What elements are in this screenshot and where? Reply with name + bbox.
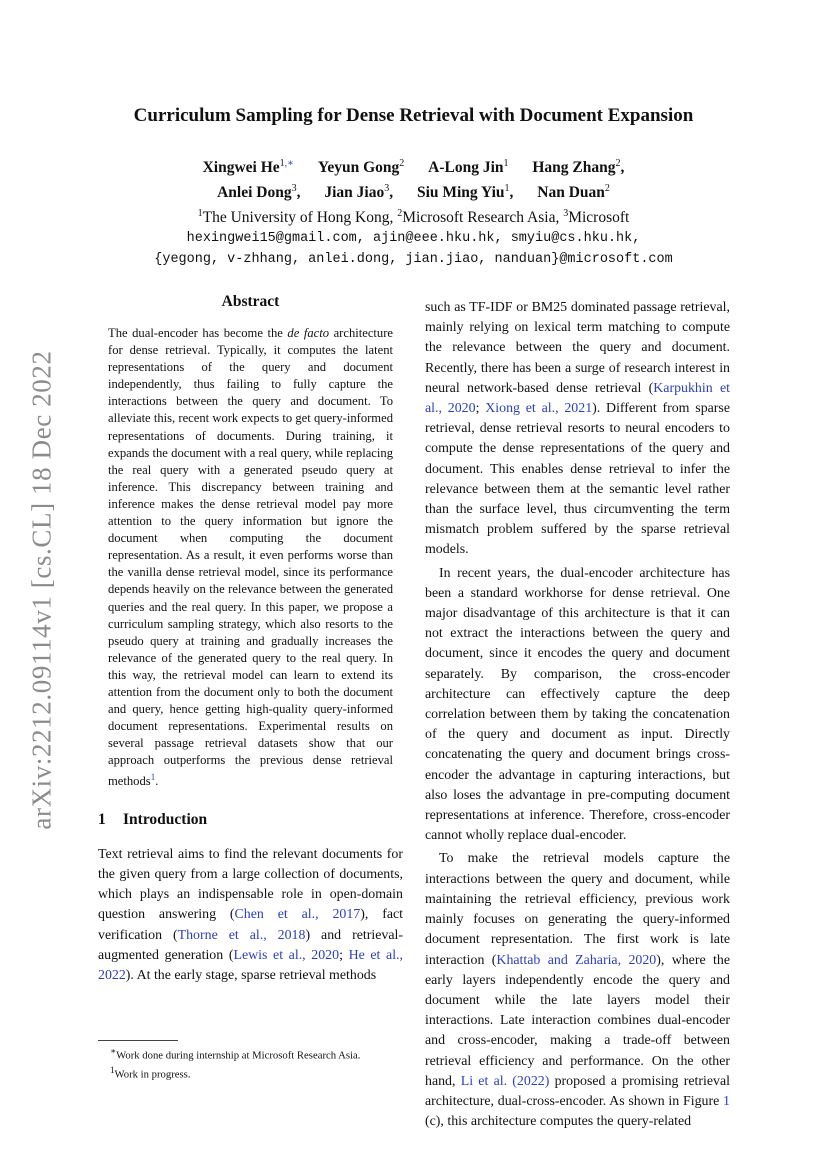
body-paragraph: such as TF-IDF or BM25 dominated passage retrieval, mainly relying on lexical term matching to compute the relevance between the query and document. Recently, there has been a surge of research interest in neural network-based dense retrieval (Karpukhin et al., 2020; Xiong et al., 2021). Different from sparse retrieval, dense retrieval resorts to neural encoders to compute the dense representations of the query and document. This enables dense retrieval to infer the relevance between them at the semantic level rather than the surface level, thus circumventing the term mismatch problem suffered by the sparse retrieval models. xyxy=(425,300,731,558)
arxiv-identifier: arXiv:2212.09114v1 [cs.CL] 18 Dec 2022 xyxy=(26,350,57,830)
left-column xyxy=(98,293,403,986)
figure-link[interactable]: 1 xyxy=(723,1093,730,1109)
section-heading-introduction: 1 Introduction xyxy=(98,810,208,828)
author-name: Yeyun Gong$^2$ xyxy=(317,158,405,177)
citation-link[interactable]: Lewis et al., 2020 xyxy=(233,947,340,963)
paper-title: Curriculum Sampling for Dense Retrieval with Document Expansion xyxy=(133,105,694,126)
footnote-mark[interactable]: ,∗ xyxy=(284,158,294,169)
author-name: Jian Jiao$^3$, xyxy=(324,183,394,202)
author-name: Anlei Dong$^3$, xyxy=(217,183,301,202)
email-line-2: {yegong, v-zhhang, anlei.dong, jian.jiao, nanduan}@microsoft.com xyxy=(154,252,673,268)
abstract-heading: Abstract xyxy=(221,293,280,310)
author-name: Siu Ming Yiu$^1$, xyxy=(416,183,514,202)
footnote-link[interactable]: 1 xyxy=(150,772,156,783)
footnote: $^1$Work in progress. xyxy=(110,1064,191,1081)
right-column xyxy=(425,298,730,1132)
email-line-1: hexingwei15@gmail.com, ajin@eee.hku.hk, smyiu@cs.hku.hk, xyxy=(186,231,641,247)
footnote: ∗Work done during internship at Microsoft Research Asia. xyxy=(110,1046,361,1062)
affiliations: $^1$The University of Hong Kong, $^2$Microsoft Research Asia, $^3$Microsoft xyxy=(197,208,630,227)
citation-link[interactable]: He et al., 2022 xyxy=(98,947,404,983)
body-paragraph: To make the retrieval models capture the interactions between the query and document, while maintaining the retrieval efficiency, previous work mainly focuses on generating the query-informed document representation. The first work is late interaction (Khattab and Zaharia, 2020), where the early layers independently encode the query and document while the late layers model their interactions. Late interaction combines dual-encoder and cross-encoder, making a trade-off between retrieval efficiency and performance. On the other hand, Li et al. (2022) proposed a promising retrieval architecture, dual-cross-encoder. As shown in Figure 1 (c), this architecture computes the query-related xyxy=(425,851,730,1130)
author-line-1 xyxy=(60,153,767,178)
footnotes xyxy=(98,1040,403,1081)
intro-paragraph: Text retrieval aims to find the relevant documents for the given query from a large collection of documents, which plays an indispensable role in open-domain question answering (Chen et al., 2017), fact verification (Thorne et al., 2018) and retrieval-augmented generation (Lewis et al., 2020; He et al., 2022). At the early stage, sparse retrieval methods xyxy=(98,846,404,983)
body-paragraph: In recent years, the dual-encoder architecture has been a standard workhorse for dense retrieval. One major disadvantage of this architecture is that it can not extract the interactions between the query and document, since it encodes the query and document separately. By comparison, the cross-encoder architecture can effectively capture the deep correlation between them by taking the concatenation of the query and document as input. Directly concatenating the query and document brings cross-encoder the advantage in capturing interactions, but also loses the advantage in pre-computing document representations at inference. Therefore, cross-encoder cannot wholly replace dual-encoder. xyxy=(425,565,730,844)
citation-link[interactable]: Chen et al., 2017 xyxy=(234,907,361,923)
citation-link[interactable]: Li et al. (2022) xyxy=(460,1073,550,1089)
author-block xyxy=(60,153,767,270)
citation-link[interactable]: Karpukhin et al., 2020 xyxy=(425,380,731,417)
author-name: Hang Zhang$^2$, xyxy=(532,158,625,177)
citation-link[interactable]: Xiong et al., 2021 xyxy=(485,401,593,417)
author-line-2 xyxy=(60,178,767,203)
footnote-divider xyxy=(98,1040,178,1041)
citation-link[interactable]: Khattab and Zaharia, 2020 xyxy=(496,952,657,968)
author-name: Nan Duan$^2$ xyxy=(537,183,610,202)
abstract-text: The dual-encoder has become the de facto architecture for dense retrieval. Typically, it computes the latent representations of the query and document independently, thus failing to fully capture the interactions between the query and document. To alleviate this, recent work expects to get query-informed representations of documents. During training, it expands the document with a real query, while replacing the real query with a generated pseudo query at inference. This discrepancy between training and inference makes the dense retrieval model pay more attention to the query information but ignore the document when computing the document representation. As a result, it even performs worse than the vanilla dense retrieval model, since its performance depends heavily on the relevance between the generated queries and the real query. In this paper, we propose a curriculum sampling strategy, which also resorts to the pseudo query at training and gradually increases the relevance of the generated query to the real query. In this way, the retrieval model can learn to extend its attention from the document only to both the document and query, hence getting high-quality query-informed document representations. Experimental results on several passage retrieval datasets show that our approach outperforms the previous dense retrieval methods$^1$. xyxy=(108,326,394,789)
citation-link[interactable]: Thorne et al., 2018 xyxy=(177,927,306,943)
author-name: Xingwei He$^{1,∗}$ xyxy=(202,158,294,177)
author-name: A-Long Jin$^1$ xyxy=(428,158,509,177)
